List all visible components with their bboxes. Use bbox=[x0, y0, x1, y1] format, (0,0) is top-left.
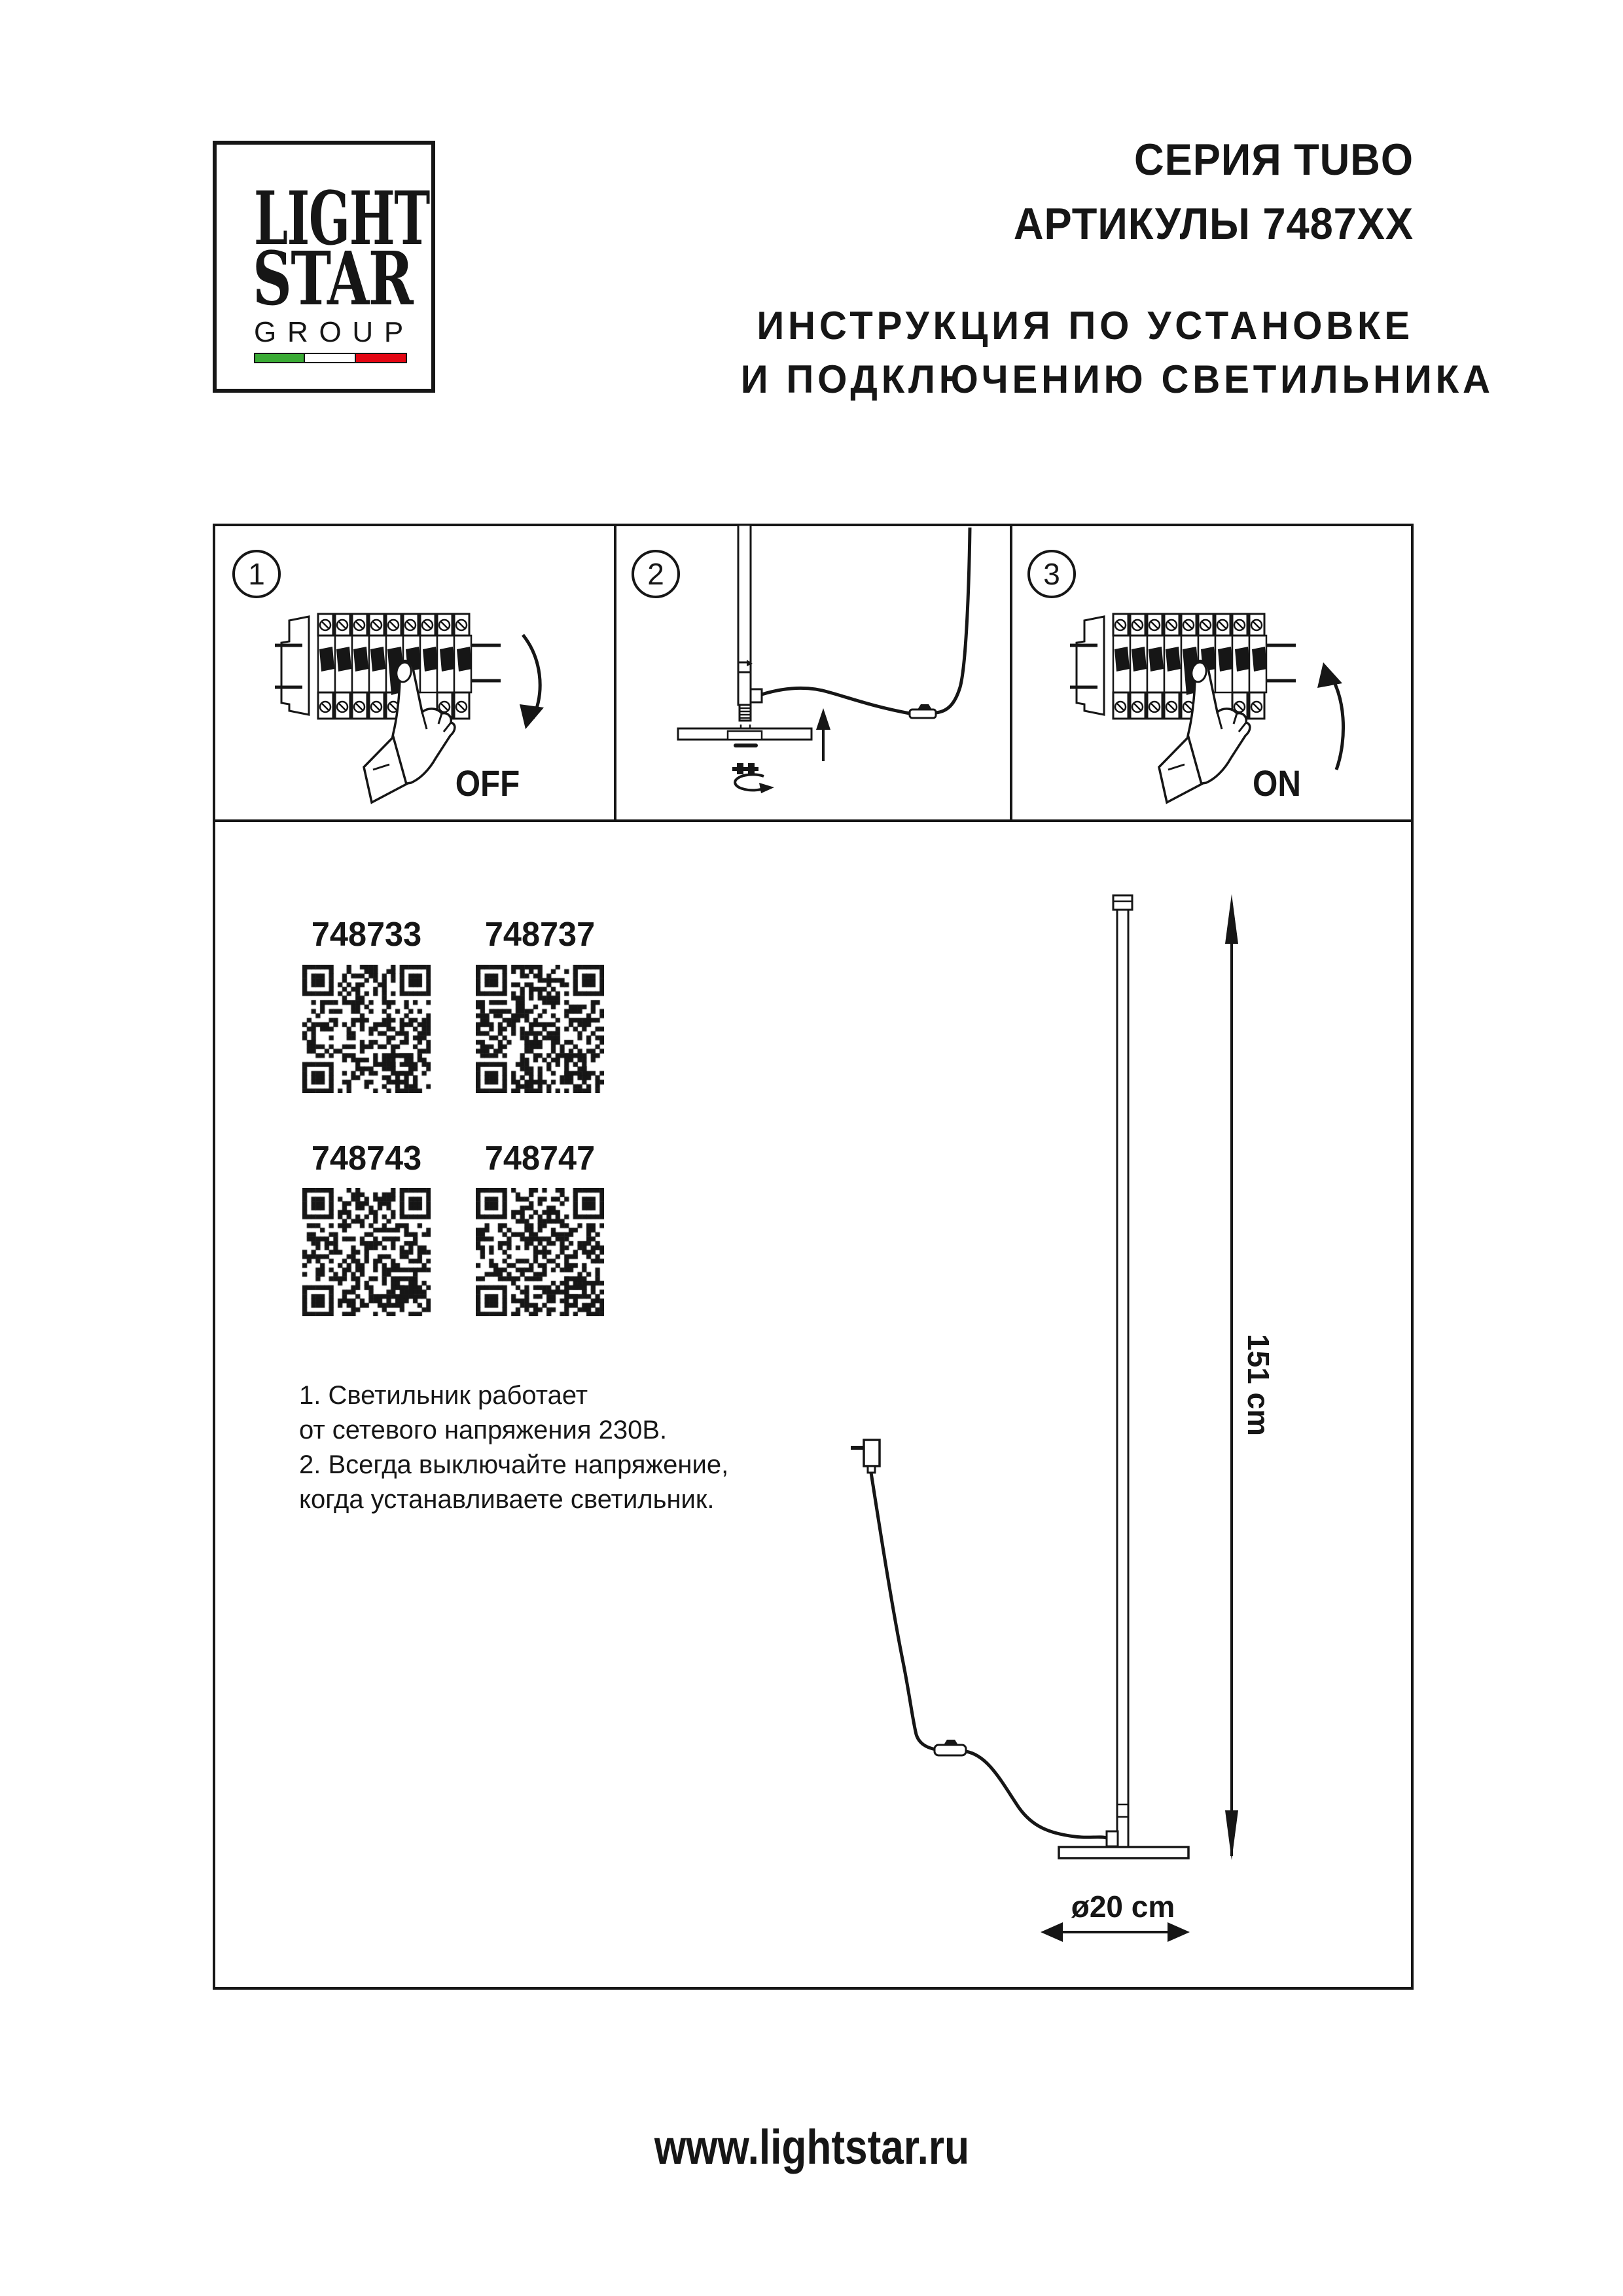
power-cord bbox=[871, 1473, 936, 1749]
note-line: 1. Светильник работает bbox=[299, 1381, 588, 1410]
assembly-drawing bbox=[678, 525, 970, 793]
website-url: www.lightstar.ru bbox=[654, 2120, 969, 2174]
base-plate bbox=[678, 725, 812, 747]
logo-word-light: LIGHT bbox=[254, 176, 429, 262]
website-footer bbox=[0, 2119, 1623, 2175]
height-dimension-arrow bbox=[1225, 894, 1238, 1860]
note-line: 2. Всегда выключайте напряжение, bbox=[299, 1450, 729, 1479]
logo-word-group: GROUP bbox=[254, 316, 414, 348]
step-2-number: 2 bbox=[647, 557, 664, 591]
doc-title-line1: ИНСТРУКЦИЯ ПО УСТАНОВКЕ bbox=[757, 304, 1414, 348]
power-cord bbox=[762, 689, 910, 713]
on-label: ON bbox=[1253, 762, 1301, 804]
off-label: OFF bbox=[455, 762, 520, 804]
threaded-stud bbox=[740, 705, 751, 721]
power-plug-icon bbox=[851, 1440, 880, 1473]
step-3-number: 3 bbox=[1043, 557, 1060, 591]
qr-code-image bbox=[302, 1188, 431, 1316]
power-cord bbox=[936, 528, 970, 713]
cord-inlet bbox=[1107, 1831, 1118, 1846]
qr-code-image bbox=[476, 965, 604, 1093]
qr-code-image bbox=[302, 965, 431, 1093]
step-1-number: 1 bbox=[248, 557, 265, 591]
logo-word-star: STAR bbox=[253, 236, 413, 322]
qr-code-label: 748743 bbox=[311, 1139, 422, 1177]
diameter-dimension-arrow bbox=[1041, 1922, 1190, 1942]
note-line: от сетевого напряжения 230В. bbox=[299, 1416, 668, 1444]
diameter-dimension-label: ø20 cm bbox=[1071, 1890, 1175, 1924]
cord-outlet bbox=[751, 689, 762, 702]
lamp-base bbox=[1059, 1847, 1188, 1858]
wing-nut-icon bbox=[732, 763, 758, 774]
safety-notes bbox=[299, 1378, 770, 1517]
inline-switch-icon bbox=[935, 1740, 966, 1755]
power-cord bbox=[966, 1751, 1107, 1838]
height-dimension-label: 151 cm bbox=[1241, 1334, 1275, 1437]
series-title: СЕРИЯ TUBO bbox=[1134, 135, 1414, 185]
qr-code-image bbox=[476, 1188, 604, 1316]
rotation-arrow-icon bbox=[735, 774, 774, 793]
insert-arrow bbox=[816, 708, 830, 761]
rotate-up-arrow bbox=[1328, 672, 1344, 770]
note-line: когда устанавливаете светильник. bbox=[299, 1485, 715, 1514]
doc-title-line2: И ПОДКЛЮЧЕНИЮ СВЕТИЛЬНИКА bbox=[740, 357, 1494, 401]
qr-code-label: 748733 bbox=[311, 916, 422, 954]
qr-code-label: 748747 bbox=[484, 1139, 596, 1177]
inline-switch-icon bbox=[910, 704, 936, 718]
qr-code-label: 748737 bbox=[484, 916, 596, 954]
articles-title: АРТИКУЛЫ 7487ХХ bbox=[1013, 199, 1414, 249]
floor-lamp-drawing bbox=[851, 895, 1188, 1858]
